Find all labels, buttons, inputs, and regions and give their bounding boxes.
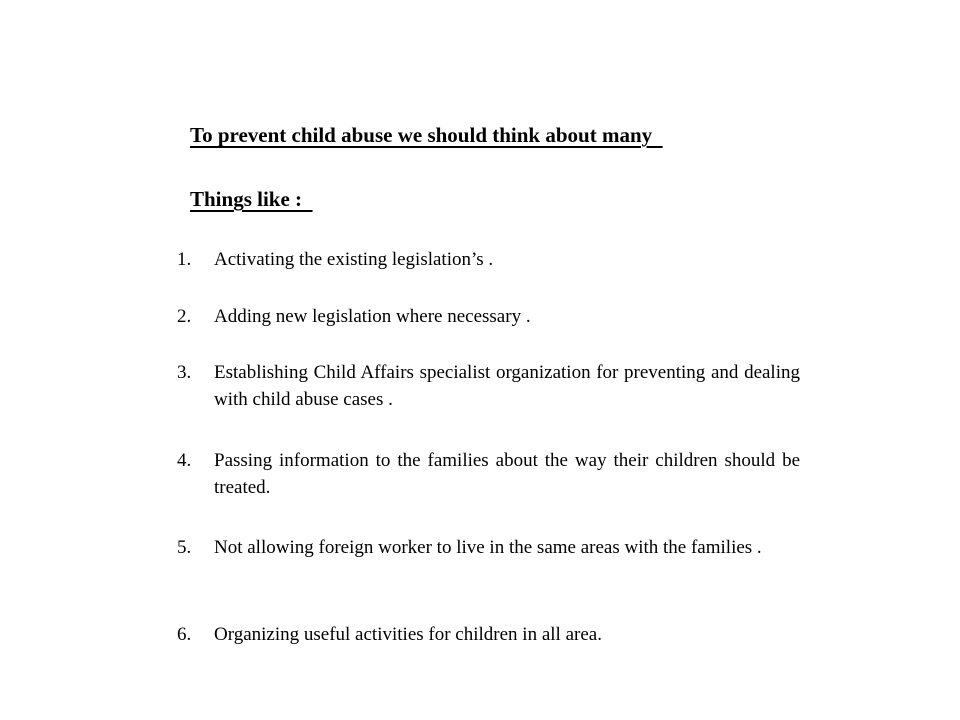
list-item-number: 1. [177,249,192,270]
list-item-number: 6. [177,624,192,645]
heading-line-1: To prevent child abuse we should think about many [190,123,663,147]
list-item-6 [177,621,800,648]
list-item-number: 2. [177,306,192,327]
list-item-4 [177,447,800,501]
list-item-text: Not allowing foreign worker to live in the same areas with the families . [214,537,762,558]
list-item-text: Organizing useful activities for children in all area. [214,624,602,645]
list-item-text: Passing information to the families about the way their children should be treated. [214,450,800,498]
heading-line-2: Things like : [190,187,313,211]
list-item-3 [177,359,800,413]
list-item-text: Activating the existing legislation’s . [214,249,494,270]
list-item-1 [177,246,800,273]
list-item-number: 4. [177,450,192,471]
list-item-2 [177,303,800,330]
list-item-text: Establishing Child Affairs specialist organization for preventing and dealing with child abuse cases . [214,362,800,410]
list-item-5 [177,534,800,561]
list-item-number: 5. [177,537,192,558]
list-item-number: 3. [177,362,192,383]
list-item-text: Adding new legislation where necessary . [214,306,531,327]
